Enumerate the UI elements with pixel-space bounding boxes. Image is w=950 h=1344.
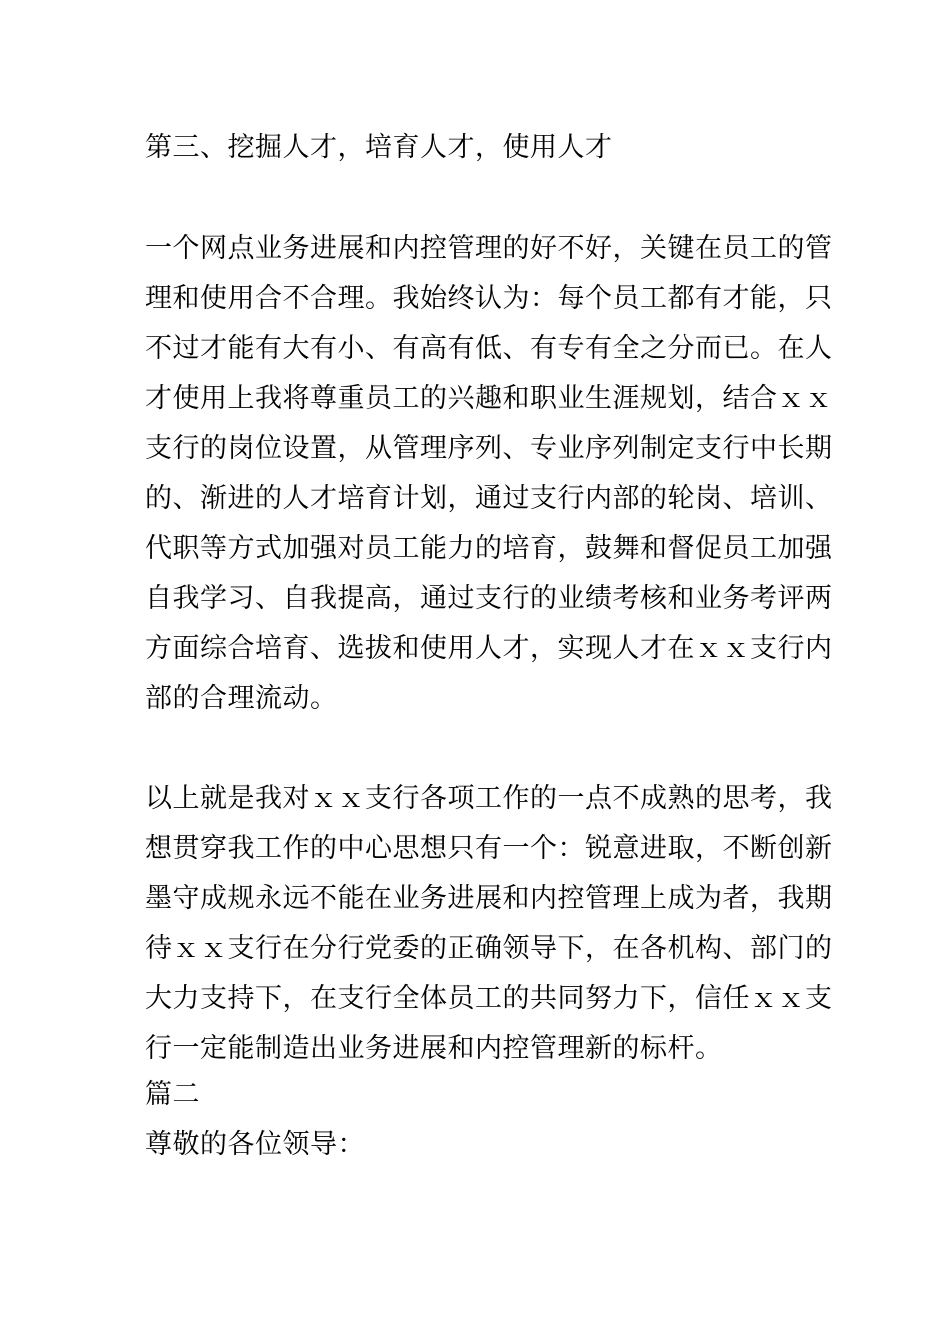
paragraph-line: 以上就是我对ｘｘ支行各项工作的一点不成熟的思考，我 (145, 783, 833, 814)
salutation: 尊敬的各位领导： (145, 1129, 365, 1160)
paragraph-line: 不过才能有大有小、有高有低、有专有全之分而已。在人 (145, 333, 833, 364)
section-heading: 第三、挖掘人才，培育人才，使用人才 (145, 132, 613, 163)
section-title: 篇二 (145, 1079, 200, 1110)
paragraph-line: 墨守成规永远不能在业务进展和内控管理上成为者，我期 (145, 883, 833, 914)
paragraph-line: 自我学习、自我提高，通过支行的业绩考核和业务考评两 (145, 583, 833, 614)
paragraph-line: 理和使用合不合理。我始终认为：每个员工都有才能，只 (145, 283, 833, 314)
paragraph-line: 支行的岗位设置，从管理序列、专业序列制定支行中长期 (145, 433, 833, 464)
paragraph-line: 一个网点业务进展和内控管理的好不好，关键在员工的管 (145, 233, 833, 264)
paragraph-line: 大力支持下，在支行全体员工的共同努力下，信任ｘｘ支 (145, 983, 833, 1014)
paragraph-line: 才使用上我将尊重员工的兴趣和职业生涯规划，结合ｘｘ (145, 383, 833, 414)
paragraph-line: 想贯穿我工作的中心思想只有一个：锐意进取，不断创新 (145, 833, 833, 864)
paragraph-line: 代职等方式加强对员工能力的培育，鼓舞和督促员工加强 (145, 533, 833, 564)
paragraph-line: 的、渐进的人才培育计划，通过支行内部的轮岗、培训、 (145, 483, 833, 514)
paragraph-line: 部的合理流动。 (145, 683, 338, 714)
paragraph-line: 待ｘｘ支行在分行党委的正确领导下，在各机构、部门的 (145, 933, 833, 964)
paragraph-line: 行一定能制造出业务进展和内控管理新的标杆。 (145, 1033, 723, 1064)
paragraph-line: 方面综合培育、选拔和使用人才，实现人才在ｘｘ支行内 (145, 633, 833, 664)
